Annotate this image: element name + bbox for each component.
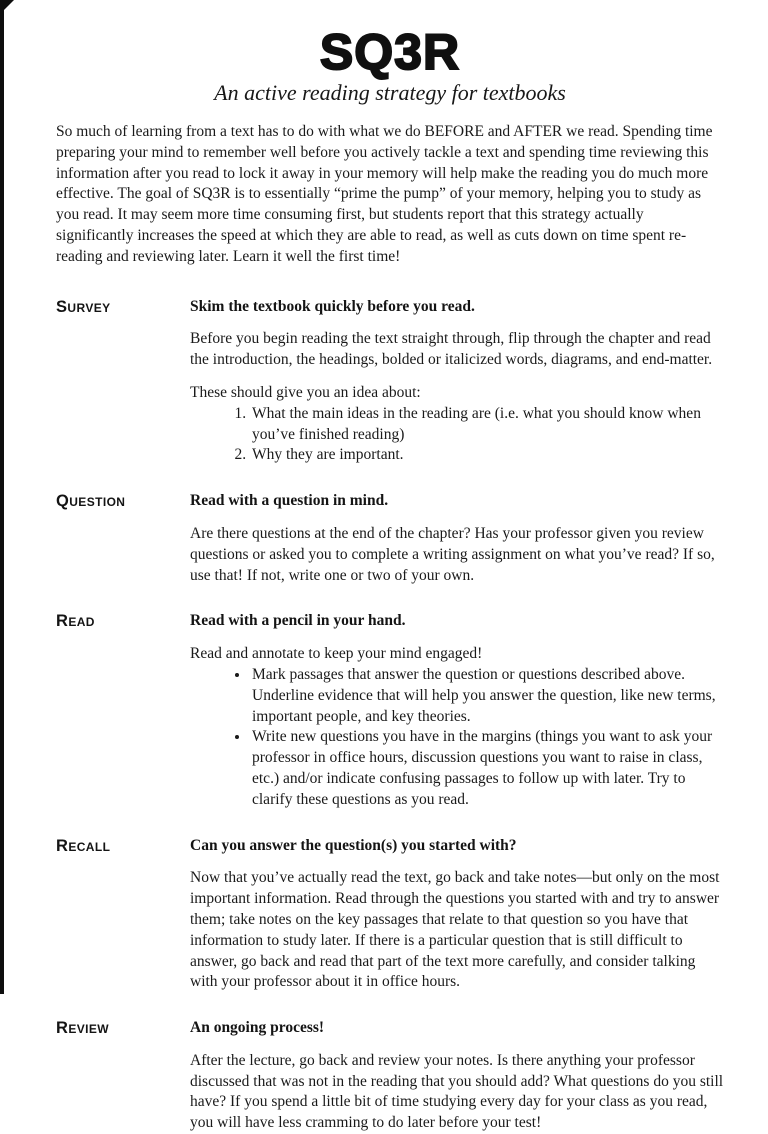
section-heading: Can you answer the question(s) you started with? [190,836,517,854]
page-title: SQ3R [319,24,461,80]
section-heading: Read with a question in mind. [190,492,389,510]
list-item: • Mark passages that answer the question or questions described above. Underline evidence that will help you answer the question, like new terms, important people, and key theories. [250,665,724,727]
section-recall [56,836,724,994]
section-paragraph: Before you begin reading the text straight through, flip through the chapter and read the introduction, the headings, bolded or italicized words, diagrams, and end-matter. [190,330,713,369]
section-label: Recall [56,836,111,855]
section-heading: Skim the textbook quickly before you read. [190,297,475,315]
numbered-list [190,404,724,466]
section-paragraph: Now that you’ve actually read the text, go back and take notes—but only on the most important information. Read through the questions you started with and try to answer them; take notes on the key passages that relate to that question so you have that information to study later. If there is a particular question that is still difficult to answer, go back and read that part of the text more carefully, and consider talking with your professor about it in office hours. [190,869,720,991]
list-item: 2. Why they are important. [250,445,724,466]
section-paragraph: Read and annotate to keep your mind engaged! [190,645,483,663]
scan-edge-artifact [0,0,4,994]
page-subtitle: An active reading strategy for textbooks [214,80,566,105]
section-label: Review [56,1019,109,1038]
section-paragraph: Are there questions at the end of the chapter? Has your professor given you review questions or asked you to complete a writing assignment on what you’ve read? If so, use that! If not, write one or two of your own. [190,524,715,584]
section-label: Survey [56,297,111,316]
section-heading: An ongoing process! [190,1019,325,1037]
section-content [190,491,724,586]
list-item: • Write new questions you have in the margins (things you want to ask your professor in office hours, discussion questions you want to raise in class, etc.) and/or indicate confusing passages to follow up with later. Try to clarify these questions as you read. [250,727,724,810]
intro-paragraph: So much of learning from a text has to do with what we do BEFORE and AFTER we read. Spending time preparing your mind to remember well before you actively tackle a text and spending time reviewing this information after you read to lock it away in your memory will help make the reading you do much more effective. The goal of SQ3R is to essentially “prime the pump” of your memory, helping you to study as you read. It may seem more time consuming first, but students report that this strategy actually significantly increases the speed at which they are able to read, as well as cuts down on time spent re-reading and reviewing later. Learn it well the first time! [56,123,713,265]
document-header [56,26,724,106]
section-paragraph: After the lecture, go back and review your notes. Is there anything your professor discussed that was not in the reading that you should add? What questions do you still have? If you spend a little bit of time studying every day for your class as you read, you will have less cramming to do later before your test! [190,1051,724,1132]
section-content [190,297,724,467]
section-read [56,611,724,810]
bullet-list [190,665,724,811]
list-item: 1. What the main ideas in the reading are (i.e. what you should know when you’ve finished reading) [250,404,724,446]
section-content [190,1018,724,1134]
sections-container [56,297,724,1134]
section-survey [56,297,724,467]
section-paragraph: These should give you an idea about: [190,383,421,401]
section-label: Question [56,492,126,511]
section-label: Read [56,612,95,631]
section-question [56,491,724,586]
section-content [190,836,724,994]
section-content [190,611,724,810]
section-review [56,1018,724,1134]
section-heading: Read with a pencil in your hand. [190,612,406,630]
